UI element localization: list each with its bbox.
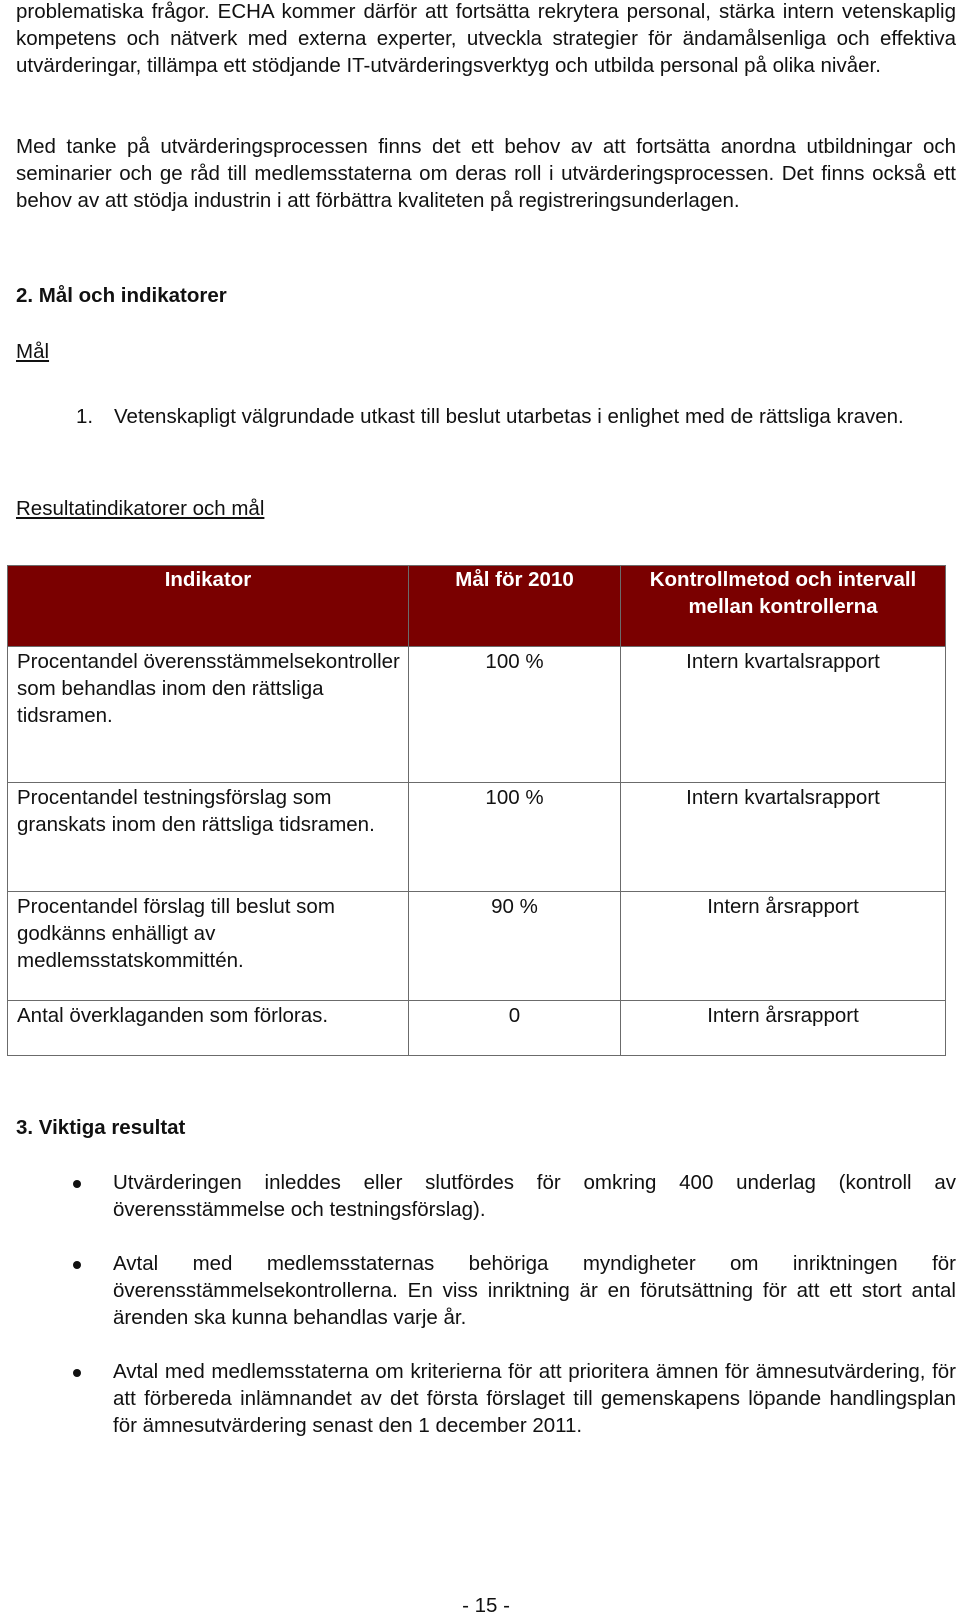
section-3-heading: 3. Viktiga resultat: [16, 1116, 186, 1139]
method-cell: Intern kvartalsrapport: [621, 647, 946, 783]
bullet-icon: [73, 1180, 81, 1188]
result-text: Avtal med medlemsstaterna om kriterierna för att prioritera ämnen för ämnesutvärdering, för att förbereda inlämnandet av det första förslaget till gemenskapens löpande handlingsplan för ämnesutvärdering senast den 1 december 2011.: [113, 1360, 956, 1437]
evaluation-process-paragraph: Med tanke på utvärderingsprocessen finns det ett behov av att fortsätta anordna utbildningar och seminarier och ge råd till medlemsstaterna om deras roll i utvärderingsprocessen. Det finns också ett behov av att stödja industrin i att förbättra kvaliteten på registreringsunderlagen.: [16, 135, 956, 212]
goals-subheading: Mål: [16, 340, 50, 363]
table-row: [8, 647, 946, 783]
method-cell: Intern årsrapport: [621, 892, 946, 1001]
target-cell: 100 %: [409, 783, 621, 892]
list-item: [16, 1250, 956, 1331]
results-list: [16, 1169, 956, 1439]
table-header-row: [8, 566, 946, 647]
table-row: [8, 1001, 946, 1056]
bullet-icon: [73, 1261, 81, 1269]
section-2-heading: 2. Mål och indikatorer: [16, 284, 227, 307]
method-cell: Intern kvartalsrapport: [621, 783, 946, 892]
result-text: Utvärderingen inleddes eller slutfördes för omkring 400 underlag (kontroll av överensstämmelse och testningsförslag).: [113, 1171, 956, 1221]
header-target-2010: Mål för 2010: [409, 566, 621, 647]
goal-item: [76, 403, 956, 430]
table-row: [8, 892, 946, 1001]
header-indicator: Indikator: [8, 566, 409, 647]
target-cell: 90 %: [409, 892, 621, 1001]
indicators-subheading: Resultatindikatorer och mål: [16, 497, 265, 520]
target-cell: 100 %: [409, 647, 621, 783]
goal-text: Vetenskapligt välgrundade utkast till beslut utarbetas i enlighet med de rättsliga kraven.: [114, 405, 904, 428]
intro-paragraph: problematiska frågor. ECHA kommer därför att fortsätta rekrytera personal, stärka intern vetenskaplig kompetens och nätverk med externa experter, utveckla strategier för ändamålsenliga och effektiva utvärderingar, tillämpa ett stödjande IT-utvärderingsverktyg och utbilda personal på olika nivåer.: [16, 0, 956, 77]
header-control-method: Kontrollmetod och intervall mellan kontrollerna: [621, 566, 946, 647]
indicators-table: [7, 565, 946, 1056]
indicator-cell: Procentandel förslag till beslut som godkänns enhälligt av medlemsstatskommittén.: [8, 892, 409, 1001]
result-text: Avtal med medlemsstaternas behöriga myndigheter om inriktningen för överensstämmelsekontrollerna. En viss inriktning är en förutsättning för att ett stort antal ärenden ska kunna behandlas varje år.: [113, 1252, 956, 1329]
indicator-cell: Procentandel överensstämmelsekontroller som behandlas inom den rättsliga tidsramen.: [8, 647, 409, 783]
table-row: [8, 783, 946, 892]
list-item: [16, 1358, 956, 1439]
goal-number: 1.: [76, 405, 94, 428]
page-number: - 15 -: [462, 1594, 510, 1617]
list-item: [16, 1169, 956, 1223]
indicator-cell: Procentandel testningsförslag som granskats inom den rättsliga tidsramen.: [8, 783, 409, 892]
target-cell: 0: [409, 1001, 621, 1056]
indicator-cell: Antal överklaganden som förloras.: [8, 1001, 409, 1056]
bullet-icon: [73, 1369, 81, 1377]
method-cell: Intern årsrapport: [621, 1001, 946, 1056]
